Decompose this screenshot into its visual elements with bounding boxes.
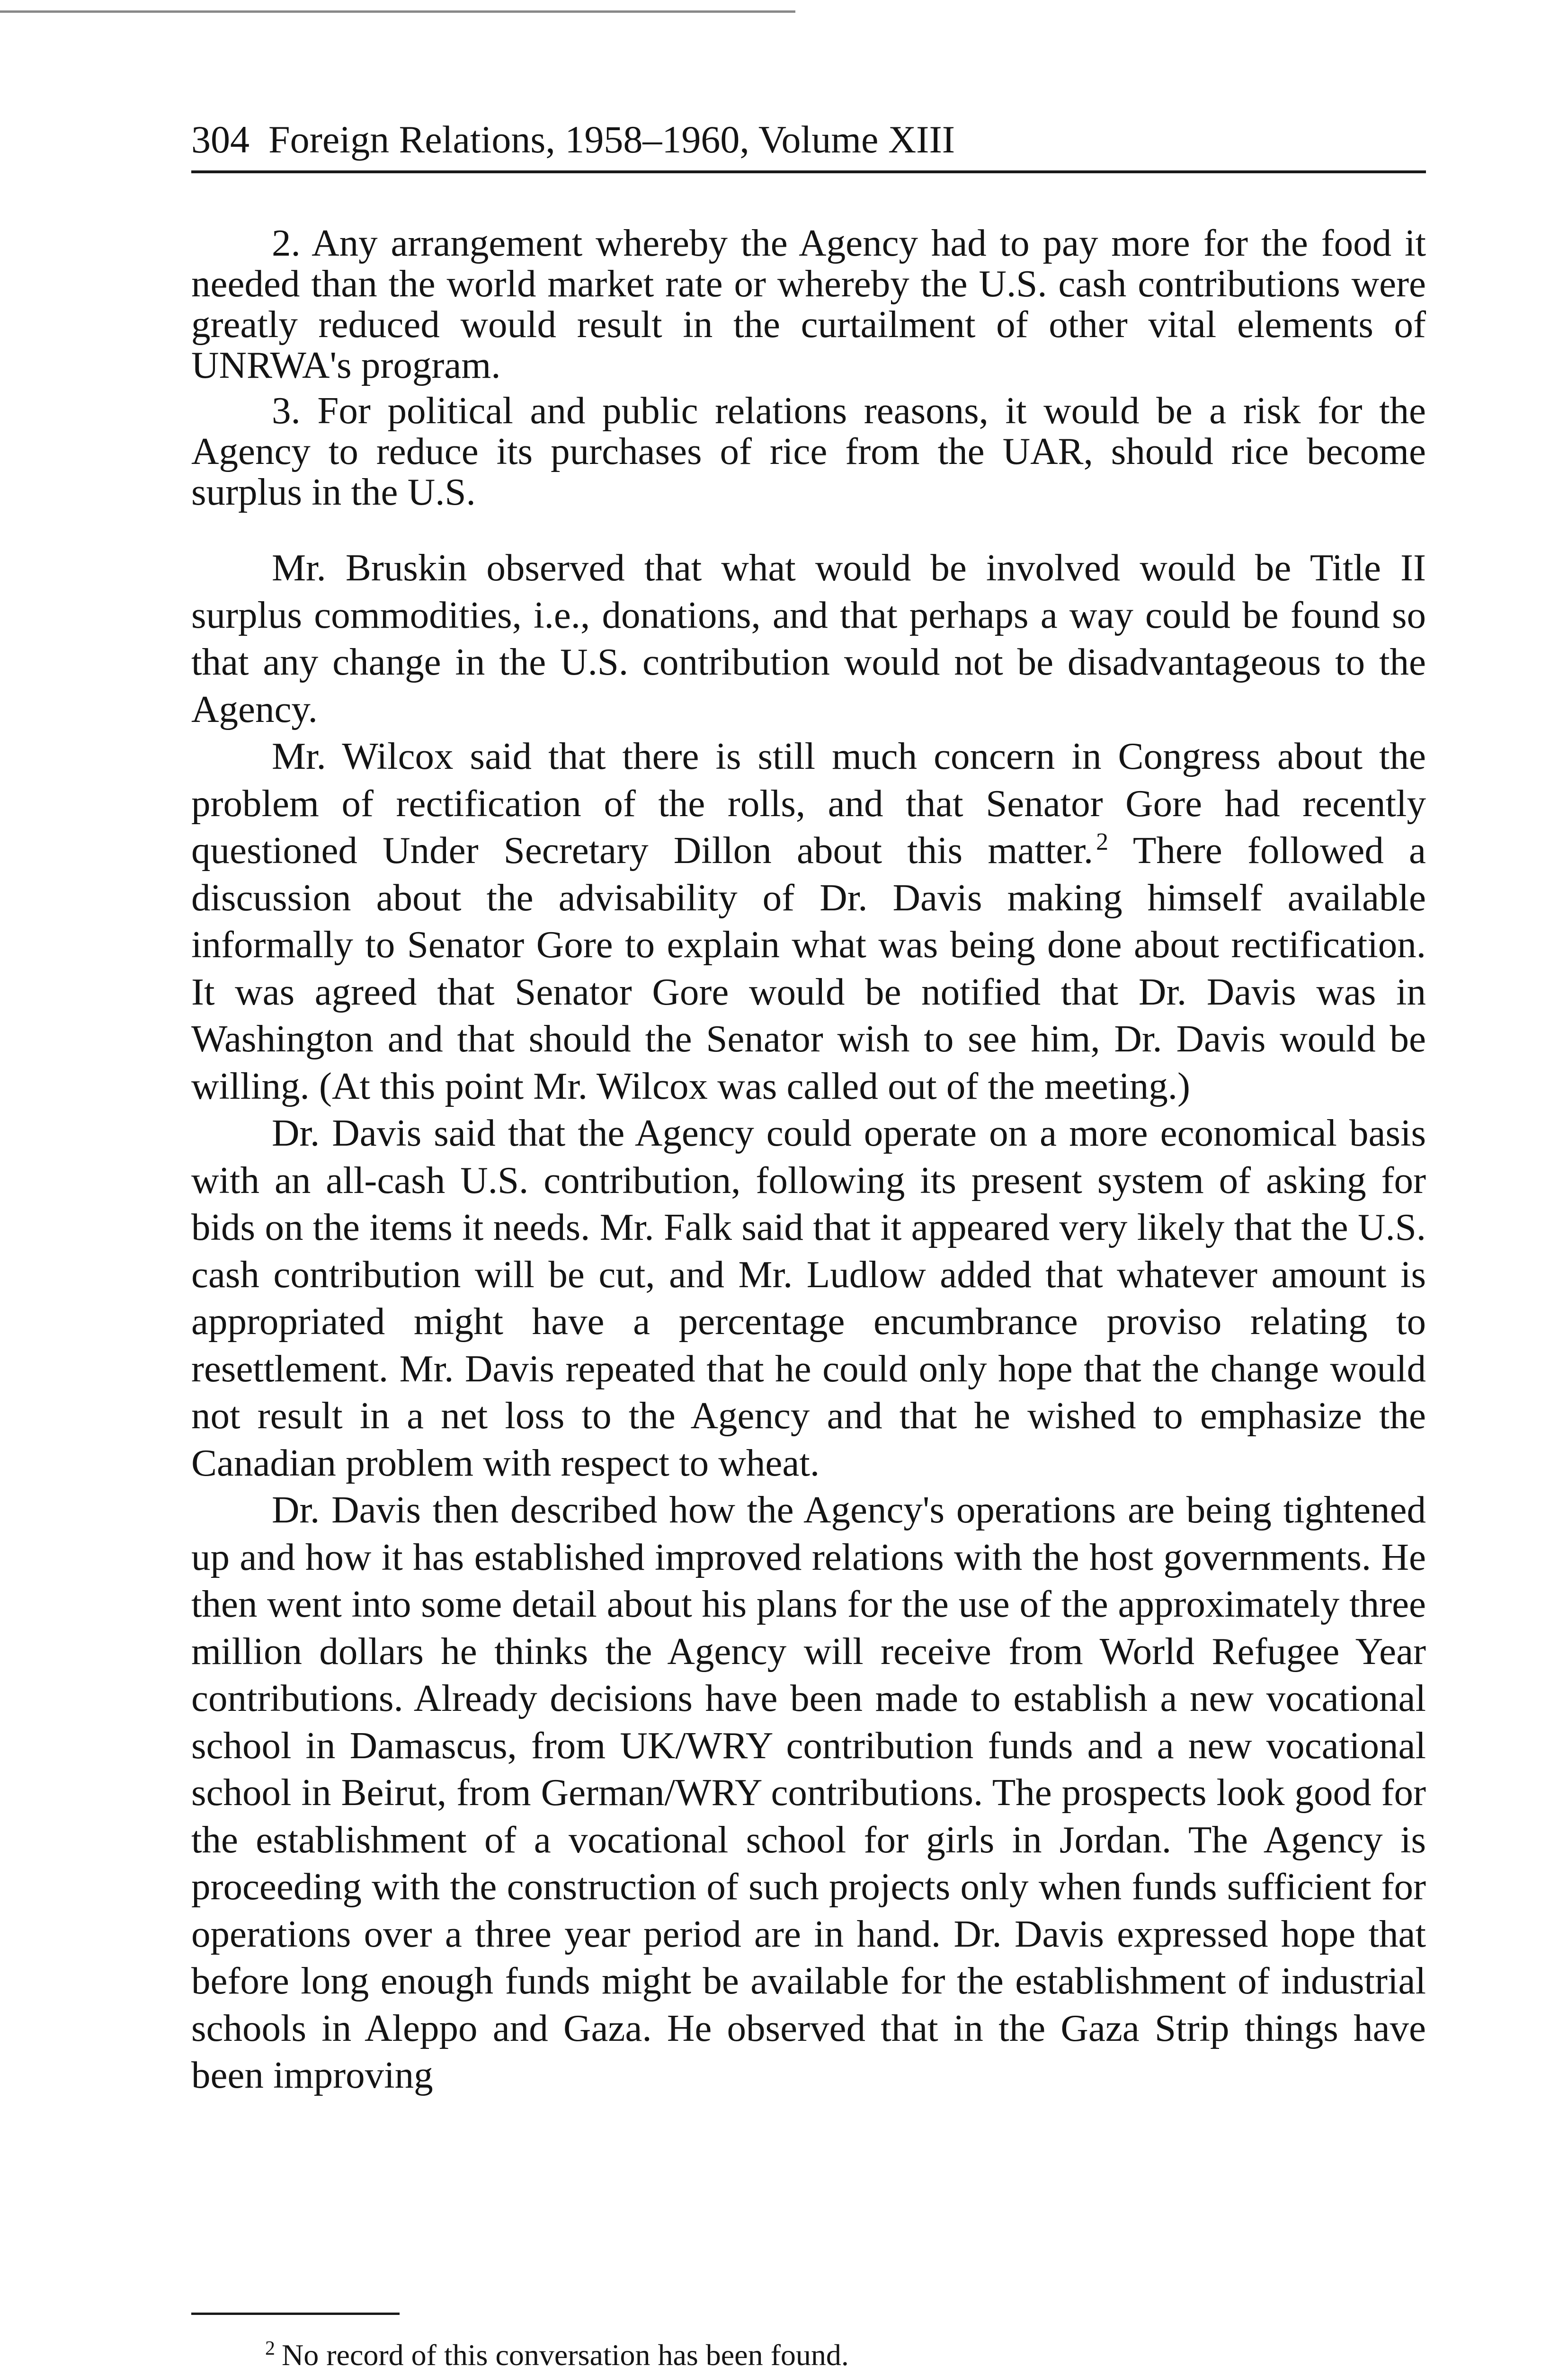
footnote-marker: 2 — [265, 2337, 275, 2359]
numbered-point: 3. For political and public relations reasons, it would be a risk for the Agency to reduce its purchases of rice from the UAR, should rice become surplus in the U.S. — [191, 389, 1426, 513]
paragraph: Mr. Bruskin observed that what would be involved would be Title II surplus commodities, i.e., donations, and that perhaps a way could be found so that any change in the U.S. contribution would not be disadvantageous to the Agency. — [191, 546, 1426, 730]
numbered-point: 2. Any arrangement whereby the Agency had to pay more for the food it needed than the world market rate or whereby the U.S. cash contributions were greatly reduced would result in the curtailment of other vital elements of UNRWA's program. — [191, 222, 1426, 386]
header-rule — [191, 170, 1426, 173]
paragraph: Dr. Davis said that the Agency could operate on a more economical basis with an all-cash U.S. contribution, following its present system of asking for bids on the items it needs. Mr. Falk said that it appeared very likely that the U.S. cash contribution will be cut, and Mr. Ludlow added that whatever amount is appropriated might have a percentage encumbrance proviso relating to resettlement. Mr. Davis repeated that he could only hope that the change would not result in a net loss to the Agency and that he wished to emphasize the Canadian problem with respect to wheat. — [191, 1112, 1426, 1484]
paragraph — [191, 733, 1426, 1110]
footnote-rule — [191, 2313, 400, 2315]
body-text — [191, 544, 1426, 2099]
footnote — [265, 2334, 1426, 2367]
running-header — [191, 114, 1426, 166]
footnote-reference: 2 — [1096, 828, 1109, 855]
paragraph-text: Mr. Wilcox said that there is still much concern in Congress about the problem of rectification of the rolls, and that Senator Gore had recently questioned Under Secretary Dillon about this matter. — [191, 735, 1426, 872]
footnote-text: No record of this conversation has been found. — [282, 2338, 849, 2367]
scan-edge-rule — [0, 10, 795, 13]
numbered-points — [191, 222, 1426, 512]
paragraph: Dr. Davis then described how the Agency's operations are being tightened up and how it has established improved relations with the host governments. He then went into some detail about his plans for the use of the approximately three million dollars he thinks the Agency will receive from World Refugee Year contributions. Already decisions have been made to establish a new vocational school in Damascus, from UK/WRY contribution funds and a new vocational school in Beirut, from German/WRY contributions. The prospects look good for the establishment of a vocational school for girls in Jordan. The Agency is proceeding with the construction of such projects only when funds sufficient for operations over a three year period are in hand. Dr. Davis expressed hope that before long enough funds might be available for the establishment of industrial schools in Aleppo and Gaza. He observed that in the Gaza Strip things have been improving — [191, 1488, 1426, 2096]
paragraph-text: There followed a discussion about the advisability of Dr. Davis making himself available informally to Senator Gore to explain what was being done about rectification. It was agreed that Senator Gore would be notified that Dr. Davis was in Washington and that should the Senator wish to see him, Dr. Davis would be willing. (At this point Mr. Wilcox was called out of the meeting.) — [191, 829, 1426, 1107]
page-number: 304 — [191, 118, 249, 161]
running-title: Foreign Relations, 1958–1960, Volume XIII — [268, 118, 955, 161]
